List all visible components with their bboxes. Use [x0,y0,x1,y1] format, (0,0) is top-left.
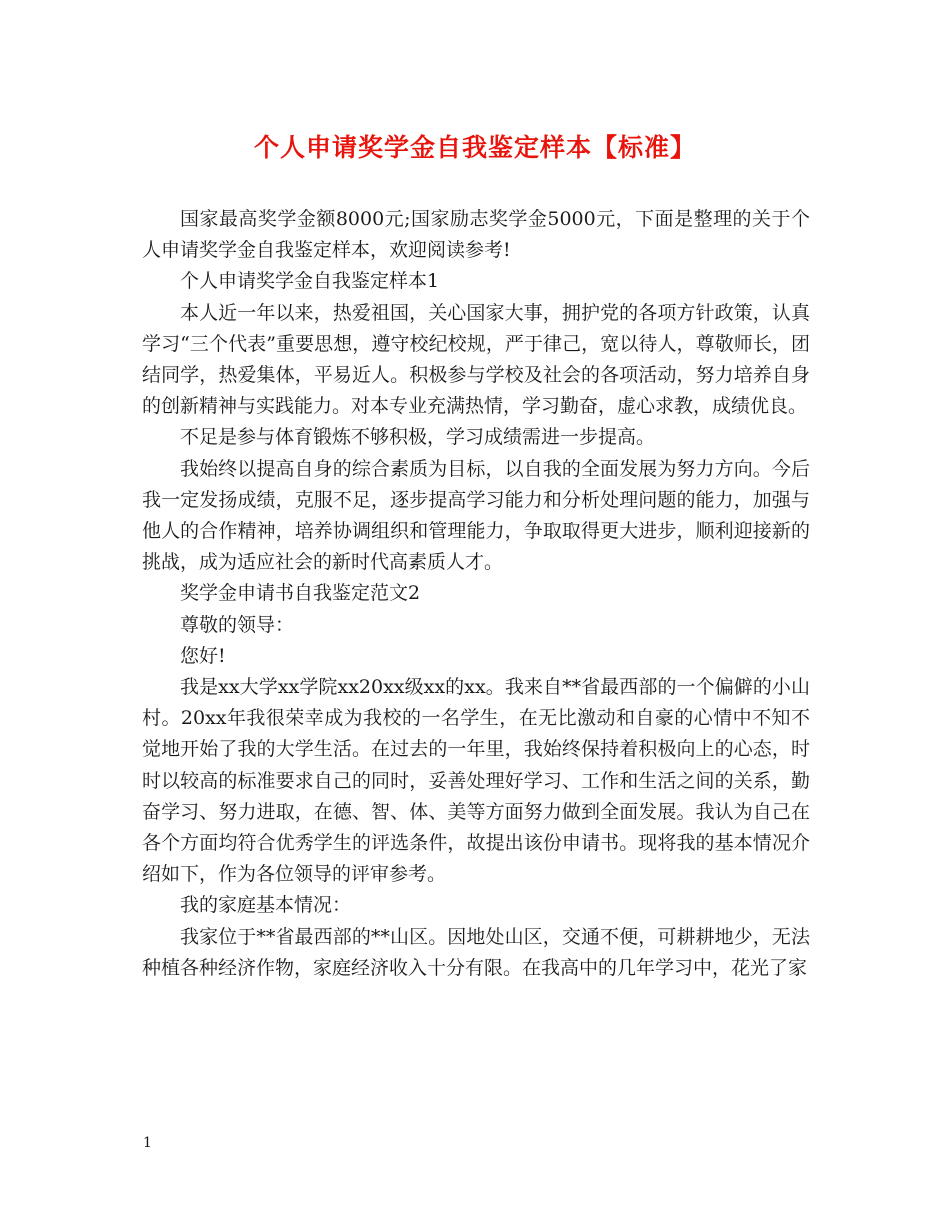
body-paragraph: 我家位于**省最西部的**山区。因地处山区，交通不便，可耕耕地少，无法种植各种经济作物，家庭经济收入十分有限。在我高中的几年学习中，花光了家 [142,925,810,979]
intro-paragraph: 国家最高奖学金额8000元;国家励志奖学金5000元，下面是整理的关于个人申请奖学金自我鉴定样本，欢迎阅读参考! [142,208,810,262]
section-heading: 我的家庭基本情况： [180,894,352,917]
sample-1-heading: 个人申请奖学金自我鉴定样本1 [180,270,440,293]
salutation: 尊敬的领导： [180,613,295,636]
sample-2-heading: 奖学金申请书自我鉴定范文2 [180,582,421,605]
page-number: 1 [143,1135,152,1151]
document-title: 个人申请奖学金自我鉴定样本【标准】 [253,133,696,162]
body-paragraph: 我是xx大学xx学院xx20xx级xx的xx。我来自**省最西部的一个偏僻的小山村。20xx年我很荣幸成为我校的一名学生，在无比激动和自豪的心情中不知不觉地开始了我的大学生活。在过去的一年里，我始终保持着积极向上的心态，时时以较高的标准要求自己的同时，妥善处理好学习、工作和生活之间的关系，勤奋学习、努力进取，在德、智、体、美等方面努力做到全面发展。我认为自己在各个方面均符合优秀学生的评选条件，故提出该份申请书。现将我的基本情况介绍如下，作为各位领导的评审参考。 [142,676,810,886]
document-body [142,204,810,984]
body-paragraph: 我始终以提高自身的综合素质为目标，以自我的全面发展为努力方向。今后我一定发扬成绩，克服不足，逐步提高学习能力和分析处理问题的能力，加强与他人的合作精神，培养协调组织和管理能力，争取取得更大进步，顺利迎接新的挑战，成为适应社会的新时代高素质人才。 [142,457,810,574]
body-paragraph: 本人近一年以来，热爱祖国，关心国家大事，拥护党的各项方针政策，认真学习“三个代表”重要思想，遵守校纪校规，严于律己，宽以待人，尊敬师长，团结同学，热爱集体，平易近人。积极参与学校及社会的各项活动，努力培养自身的创新精神与实践能力。对本专业充满热情，学习勤奋，虚心求教，成绩优良。 [142,301,810,418]
body-paragraph: 不足是参与体育锻炼不够积极，学习成绩需进一步提高。 [180,426,656,449]
greeting: 您好! [180,644,226,667]
